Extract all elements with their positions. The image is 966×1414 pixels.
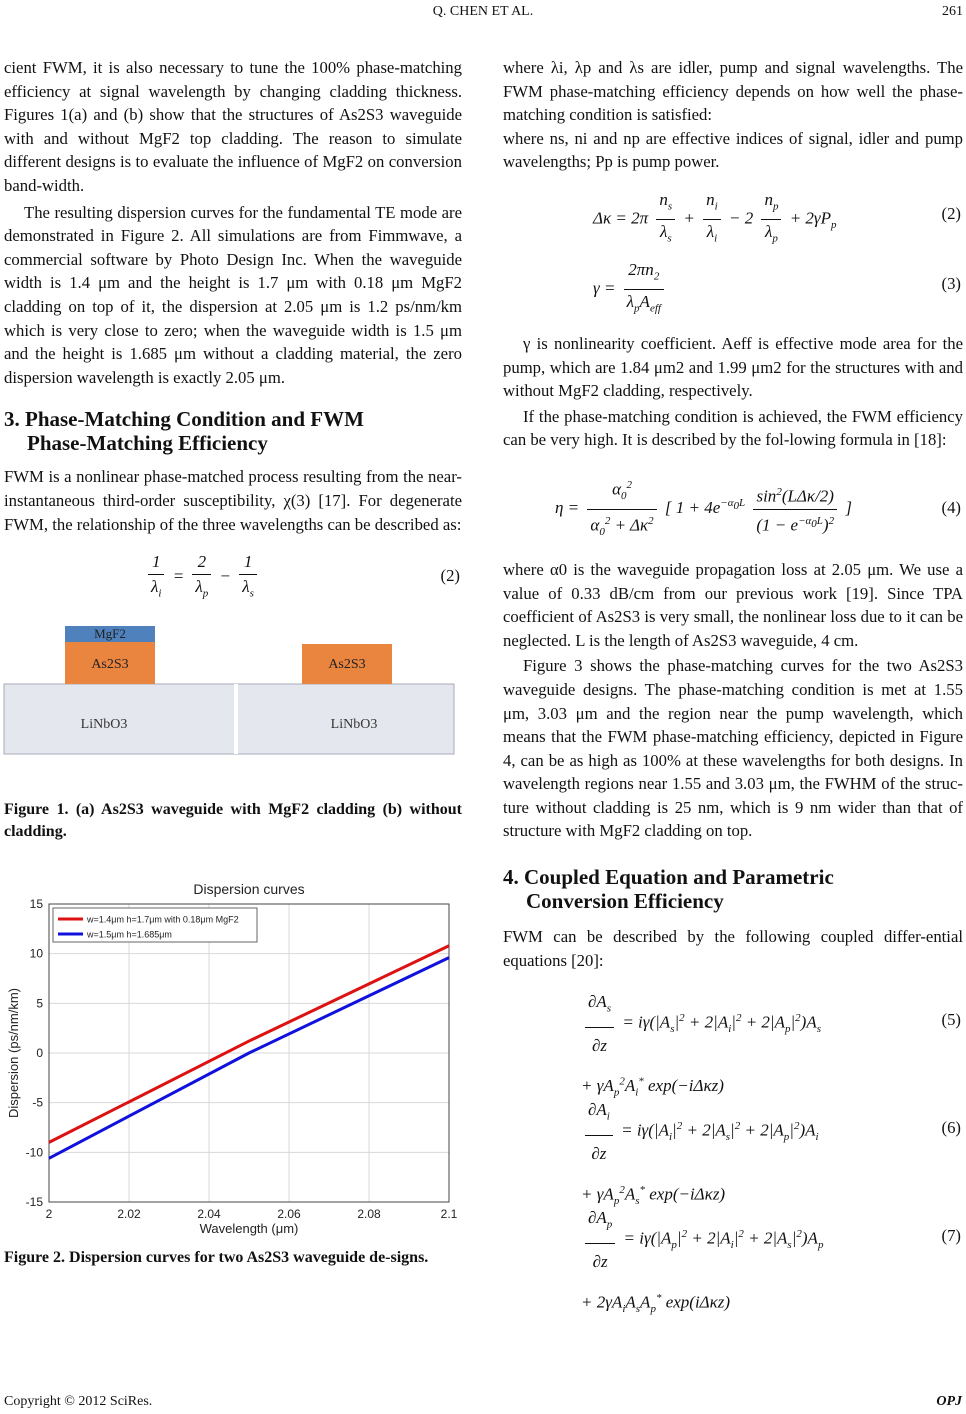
equation-number: (2)	[941, 203, 961, 223]
section-4-title: 4. Coupled Equation and Parametric	[503, 865, 834, 890]
substrate-a-rect	[4, 684, 454, 754]
section-3-title: 3. Phase-Matching Condition and FWM	[4, 407, 364, 432]
figure-2	[4, 876, 462, 1266]
left-paragraph-2: The resulting dispersion curves for the fundamental TE mode are demonstrated in Figure 2. All simulations are from Fimmwave, a commercial software by Photo Design Inc. When the waveguide width is 1.4 μm and the height is 1.7 μm with 0.18 μm MgF2 cladding on top of it, the dispersion at 2.05 μm is 1.2 ps/nm/km which is very close to zero; when the waveguide width is 1.5 μm and the height is 1.685 μm without a cladding material, the zero dispersion wavelength is exactly 2.05 μm.	[4, 202, 462, 387]
chart-title: Dispersion curves	[193, 881, 305, 898]
y-tick-label: -15	[25, 1195, 43, 1210]
equation-number: (2)	[440, 566, 460, 586]
legend-label-2: w=1.5μm h=1.685μm	[87, 929, 172, 940]
figure-1	[4, 626, 462, 841]
left-column	[4, 56, 462, 1266]
equation-number: (7)	[941, 1226, 961, 1246]
figure-2-caption: Figure 2. Dispersion curves for two As2S3 waveguide de-signs.	[4, 1248, 429, 1266]
mgf2-label: MgF2	[94, 626, 126, 642]
section-3-heading	[4, 407, 462, 455]
x-tick-label: 2.04	[197, 1207, 221, 1222]
equation-coupled-signal: $\frac{\partial A_s}{\partial z}$ = $i\gamma(|A_s|^2 + 2|A_i|^2 + 2|A_p|^2)A_s$ + $\gamma A_p^2A_i^*$ exp(−iΔκz) (5)	[503, 980, 963, 1080]
left-paragraph-3: FWM is a nonlinear phase-matched process resulting from the near-instantaneous third-order susceptibility, χ(3) [17]. For degenerate FWM, the relationship of the three wavelengths can be described as:	[4, 467, 462, 534]
equation-coupled-idler: $\frac{\partial A_i}{\partial z}$ = $i\gamma(|A_i|^2 + 2|A_s|^2 + 2|A_p|^2)A_i$ + $\gamma A_p^2A_s^*$ exp(−iΔκz) (6)	[503, 1088, 963, 1188]
right-paragraph-7: FWM can be described by the following coupled differ-ential equations [20]:	[503, 927, 963, 970]
copyright: Copyright © 2012 SciRes.	[4, 1394, 153, 1409]
x-tick-label: 2.08	[357, 1207, 381, 1222]
figure-1-diagram	[4, 626, 462, 754]
right-paragraph-6: Figure 3 shows the phase-matching curves for the two As2S3 waveguide designs. The phase-matching condition is met at 1.55 μm, 3.03 μm and the region near the pump wavelength, which means that the FWM phase-matching efficiency, depicted in Figure 4, can be as high as 100% at these wavelengths for both designs. In wavelength regions near 1.55 and 3.03 μm, the FWHM of the struc-ture without cladding is 25 nm, which is 9 nm wider than that of structure with MgF2 cladding on top.	[503, 656, 963, 841]
right-paragraph-1: where λi, λp and λs are idler, pump and signal wavelengths. The FWM phase-matching efficiency depends on how well the phase-matching condition is satisfied:	[503, 58, 963, 125]
right-paragraph-5: where α0 is the waveguide propagation loss at 2.05 μm. We use a value of 0.33 dB/cm from our previous work [19]. Since TPA coefficient of As2S3 is very small, the nonlinear loss due to it can be neglected. L is the length of As2S3 waveguide, 4 cm.	[503, 559, 963, 650]
right-paragraph-4: If the phase-matching condition is achieved, the FWM efficiency can be very high. It is described by the fol-lowing formula in [18]:	[503, 406, 963, 450]
section-4-heading	[503, 865, 963, 913]
page-number: 261	[942, 4, 963, 19]
equation-wavelength-relation: $\frac{1}{\lambda_i}$ = $\frac{2}{\lambda_p}$ − $\frac{1}{\lambda_s}$ (2)	[4, 546, 462, 610]
y-tick-label: -5	[32, 1095, 43, 1110]
section-4-title-cont: Conversion Efficiency	[526, 889, 724, 914]
x-tick-label: 2.02	[117, 1207, 141, 1222]
equation-number: (4)	[941, 497, 961, 517]
figure-1-caption: Figure 1. (a) As2S3 waveguide with MgF2 cladding (b) without cladding.	[4, 801, 462, 841]
x-tick-label: 2.1	[440, 1207, 458, 1222]
y-tick-label: 15	[29, 897, 43, 912]
equation-gamma: γ = $\frac{2\pi n_2}{\lambda_pA_{eff}}$ (3)	[593, 259, 961, 315]
equation-number: (3)	[941, 273, 961, 293]
y-axis-label: Dispersion (ps/nm/km)	[6, 988, 21, 1119]
right-paragraph-2: where ns, ni and np are effective indices of signal, idler and pump wavelengths; Pp is pump power.	[503, 128, 963, 172]
y-tick-label: 10	[29, 946, 43, 961]
right-paragraph-3: γ is nonlinearity coefficient. Aeff is effective mode area for the pump, which are 1.84 μm2 and 1.99 μm2 for the structures with and without MgF2 cladding, respectively.	[503, 333, 963, 401]
running-author: Q. CHEN ET AL.	[432, 4, 534, 19]
page-header	[0, 4, 966, 24]
equation-number: (6)	[941, 1118, 961, 1138]
section-3-title-cont: Phase-Matching Efficiency	[27, 431, 268, 456]
as2s3-b-label: As2S3	[328, 657, 366, 673]
legend-label-1: w=1.4μm h=1.7μm with 0.18μm MgF2	[87, 914, 239, 925]
x-axis-label: Wavelength (μm)	[199, 1221, 299, 1237]
dispersion-chart	[4, 876, 462, 1237]
y-tick-label: 0	[36, 1046, 43, 1061]
equation-phase-mismatch: Δκ = 2π $\frac{n_s}{\lambda_s}$ + $\frac{n_i}{\lambda_i}$ − 2 $\frac{n_p}{\lambda_p}$ + $2\gamma P_p$ (2)	[593, 189, 961, 245]
x-tick-label: 2.06	[277, 1207, 301, 1222]
linbo3-b-label: LiNbO3	[330, 717, 378, 733]
left-paragraph-1: cient FWM, it is also necessary to tune the 100% phase-matching efficiency at signal wavelength by changing cladding thickness. Figures 1(a) and (b) show that the structures of As2S3 waveguide with and without MgF2 top cladding. The reason to simulate different designs is to evaluate the influence of MgF2 on conversion band-width.	[4, 58, 462, 195]
y-tick-label: -10	[25, 1145, 43, 1160]
equation-coupled-pump: $\frac{\partial A_p}{\partial z}$ = $i\gamma(|A_p|^2 + 2|A_i|^2 + 2|A_s|^2)A_p$ + $2\gamma A_iA_sA_p^*$ exp(iΔκz) (7)	[503, 1196, 963, 1296]
linbo3-a-label: LiNbO3	[80, 717, 128, 733]
equation-efficiency: η = $\frac{\alpha_0^2}{\alpha_0^2 + \Delta\kappa^2}$ [ $1 + 4e^{-\alpha_0L}$ $\frac{\sin^2(L\Delta\kappa/2)}{(1 - e^{-\alpha_0L})^2}$ ] (4)	[503, 464, 963, 550]
x-tick-label: 2	[45, 1207, 53, 1222]
right-column	[503, 56, 963, 1315]
y-tick-label: 5	[36, 996, 43, 1011]
journal-abbrev: OPJ	[936, 1394, 962, 1409]
as2s3-a-label: As2S3	[91, 657, 129, 673]
equation-number: (5)	[941, 1010, 961, 1030]
